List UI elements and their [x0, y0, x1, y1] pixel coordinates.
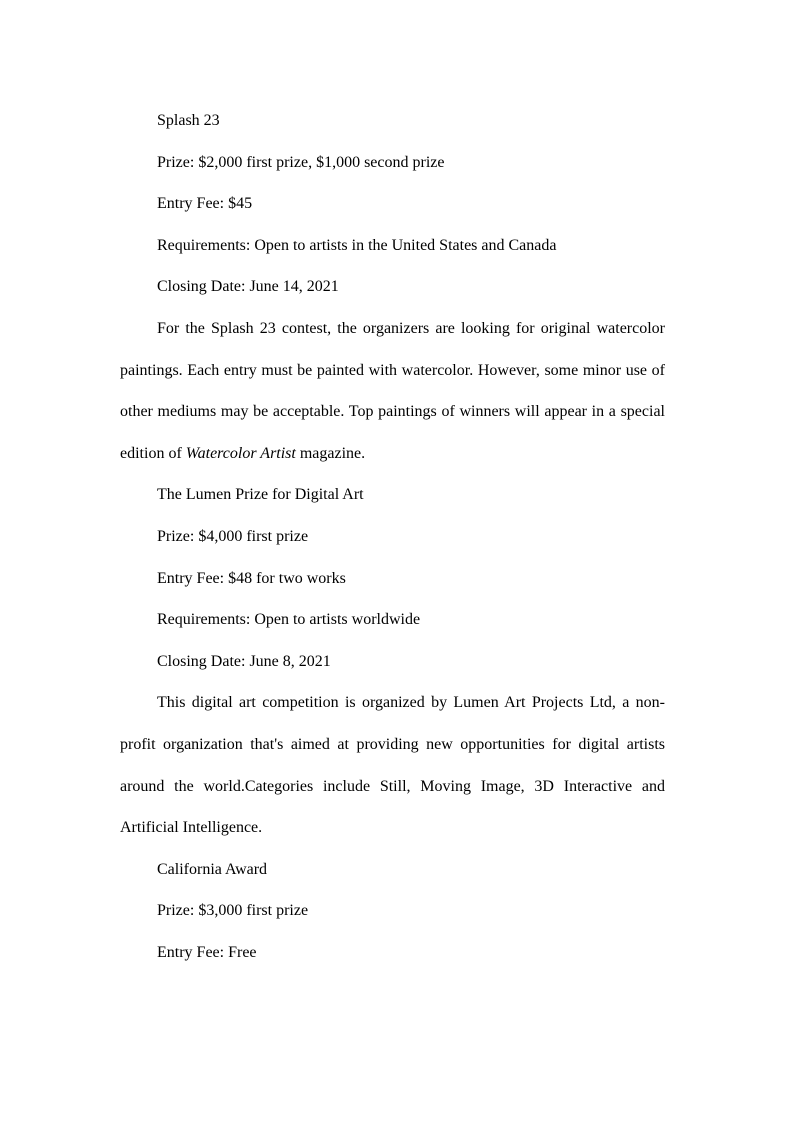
contest-requirements: Requirements: Open to artists worldwide — [157, 611, 421, 629]
contest-description: This digital art competition is organized by Lumen Art Projects Ltd, a non-profit organization that's aimed at providing new opportunities for digital artists around the world.Categories include Still, Moving Image, 3D Interactive and Artificial Intelligence. — [120, 694, 665, 837]
document-body — [120, 100, 665, 973]
contest-entry-fee: Entry Fee: Free — [157, 943, 257, 961]
contest-entry-fee: Entry Fee: $48 for two works — [157, 569, 346, 587]
description-text: For the Splash 23 contest, the organizers are looking for original watercolor paintings. Each entry must be painted with watercolor. However, some minor use of other mediums may be acceptable. Top paintings of winners will appear in a special edition of — [120, 319, 665, 462]
contest-entry-fee: Entry Fee: $45 — [157, 195, 253, 213]
contest-closing-date: Closing Date: June 14, 2021 — [157, 278, 339, 296]
magazine-title: Watercolor Artist — [185, 444, 296, 462]
contest-requirements: Requirements: Open to artists in the United States and Canada — [157, 236, 557, 254]
contest-closing-date: Closing Date: June 8, 2021 — [157, 652, 331, 670]
contest-prize: Prize: $2,000 first prize, $1,000 second prize — [157, 153, 445, 171]
contest-title: California Award — [157, 860, 268, 878]
contest-prize: Prize: $4,000 first prize — [157, 527, 309, 545]
contest-title: The Lumen Prize for Digital Art — [157, 486, 364, 504]
contest-title: Splash 23 — [157, 112, 220, 129]
contest-description — [120, 308, 665, 474]
contest-prize: Prize: $3,000 first prize — [157, 902, 309, 920]
description-text-end: magazine. — [295, 444, 366, 462]
